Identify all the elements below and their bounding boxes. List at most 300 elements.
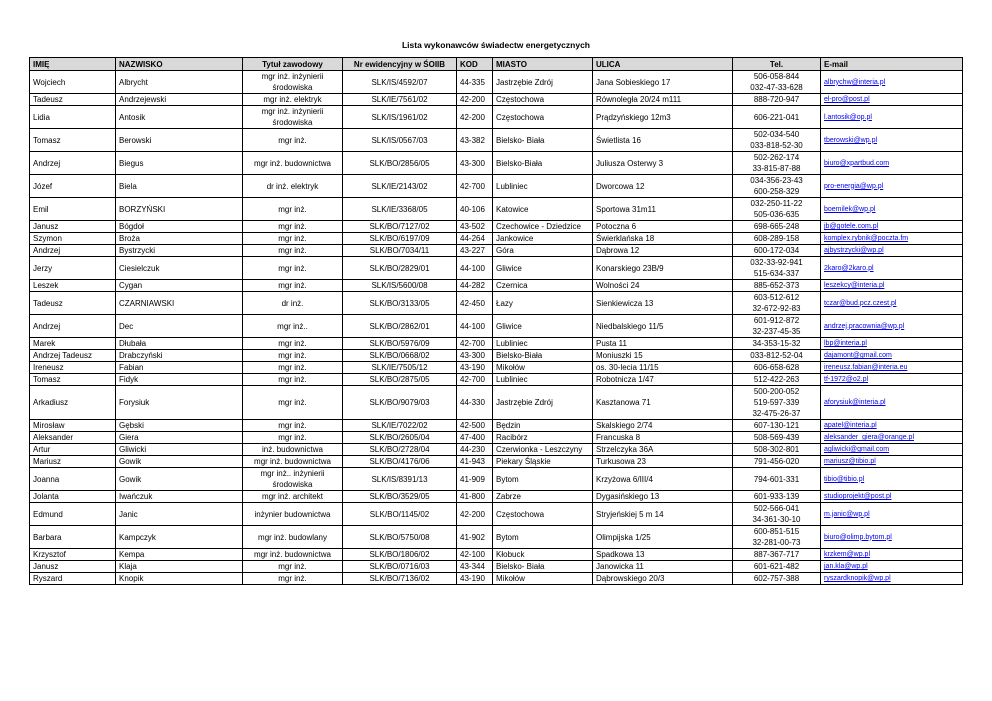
col-header-tel: Tel.	[733, 58, 821, 71]
cell-email	[821, 503, 963, 526]
email-link[interactable]: ryszardknopik@wp.pl	[824, 575, 891, 582]
phone-number: 512-422-263	[753, 375, 800, 384]
email-link[interactable]: biuro@olimp.bytom.pl	[824, 533, 892, 541]
phone-number: 885-652-373	[753, 281, 800, 290]
cell-imie: Szymon	[30, 233, 116, 245]
cell-tytul: mgr inż. budownictwa	[243, 549, 343, 561]
cell-ulica: Równoległa 20/24 m111	[593, 94, 733, 106]
phone-number: 032-33-92-941	[750, 258, 803, 267]
email-link[interactable]: aforysiuk@interia.pl	[824, 399, 886, 406]
cell-kod: 42-500	[457, 420, 493, 432]
table-row	[30, 526, 963, 549]
cell-miasto: Czechowice - Dziedzice	[493, 221, 593, 233]
cell-tel	[733, 573, 821, 585]
cell-kod: 44-100	[457, 257, 493, 280]
table-row	[30, 374, 963, 386]
cell-nazwisko: Iwańczuk	[116, 491, 243, 503]
cell-miasto: Częstochowa	[493, 503, 593, 526]
phone-number: 515-634-337	[753, 269, 800, 278]
email-link[interactable]: mariusz@tibio.pl	[824, 458, 876, 465]
cell-ulica: Dworcowa 12	[593, 175, 733, 198]
cell-miasto: Jankowice	[493, 233, 593, 245]
cell-email	[821, 549, 963, 561]
table-row	[30, 468, 963, 491]
cell-tel	[733, 280, 821, 292]
email-link[interactable]: lbp@interia.pl	[824, 340, 867, 347]
cell-imie: Wojciech	[30, 71, 116, 94]
cell-nr: SLK/BO/7034/11	[343, 245, 457, 257]
cell-nr: SLK/BO/2728/04	[343, 444, 457, 456]
cell-tytul: mgr inż..	[243, 315, 343, 338]
cell-miasto: Góra	[493, 245, 593, 257]
cell-tel	[733, 175, 821, 198]
phone-number: 601-933-139	[753, 492, 800, 501]
table-row	[30, 420, 963, 432]
email-link[interactable]: tf-1972@o2.pl	[824, 376, 869, 383]
cell-nazwisko: Gowik	[116, 456, 243, 468]
cell-kod: 42-200	[457, 94, 493, 106]
cell-kod: 41-800	[457, 491, 493, 503]
cell-tytul: dr inż. elektryk	[243, 175, 343, 198]
cell-email	[821, 444, 963, 456]
cell-nazwisko: Gębski	[116, 420, 243, 432]
cell-imie: Jolanta	[30, 491, 116, 503]
cell-nr: SLK/BO/2862/01	[343, 315, 457, 338]
cell-nr: SLK/BO/4176/06	[343, 456, 457, 468]
cell-kod: 42-100	[457, 549, 493, 561]
cell-tel	[733, 362, 821, 374]
cell-nr: SLK/BO/0668/02	[343, 350, 457, 362]
phone-number: 033-812-52-04	[750, 351, 803, 360]
cell-tytul: mgr inż.	[243, 257, 343, 280]
document-title: Lista wykonawców świadectw energetycznych	[401, 40, 590, 50]
cell-ulica: Moniuszki 15	[593, 350, 733, 362]
cell-tytul: mgr inż.	[243, 374, 343, 386]
cell-imie: Leszek	[30, 280, 116, 292]
cell-ulica: Świetlista 16	[593, 129, 733, 152]
cell-nr: SLK/BO/3529/05	[343, 491, 457, 503]
cell-miasto: Bytom	[493, 468, 593, 491]
cell-tel	[733, 292, 821, 315]
cell-ulica: Francuska 8	[593, 432, 733, 444]
cell-imie: Andrzej Tadeusz	[30, 350, 116, 362]
cell-ulica: Skalskiego 2/74	[593, 420, 733, 432]
phone-number: 32-281-00-73	[752, 538, 801, 547]
cell-tel	[733, 444, 821, 456]
cell-kod: 41-902	[457, 526, 493, 549]
cell-email	[821, 468, 963, 491]
table-header-row	[30, 58, 963, 71]
cell-nazwisko: Fidyk	[116, 374, 243, 386]
email-link[interactable]: dajamont@gmail.com	[824, 352, 892, 359]
cell-miasto: Zabrze	[493, 491, 593, 503]
cell-imie: Tadeusz	[30, 292, 116, 315]
cell-nazwisko: Biegus	[116, 152, 243, 175]
cell-nazwisko: Gliwicki	[116, 444, 243, 456]
cell-nazwisko: Berowski	[116, 129, 243, 152]
cell-kod: 43-190	[457, 573, 493, 585]
phone-number: 500-200-052	[753, 387, 800, 396]
email-link[interactable]: ajbystrzycki@wp.pl	[824, 247, 884, 254]
col-header-email: E-mail	[821, 58, 963, 71]
cell-email	[821, 280, 963, 292]
cell-kod: 42-450	[457, 292, 493, 315]
cell-ulica: Wolności 24	[593, 280, 733, 292]
table-row	[30, 432, 963, 444]
phone-number: 502-034-540	[753, 130, 800, 139]
phone-number: 606-221-041	[753, 112, 800, 122]
cell-tytul: mgr inż. architekt	[243, 491, 343, 503]
cell-imie: Ireneusz	[30, 362, 116, 374]
cell-nr: SLK/IE/7505/12	[343, 362, 457, 374]
cell-miasto: Katowice	[493, 198, 593, 221]
cell-nazwisko: Bógdoł	[116, 221, 243, 233]
cell-nazwisko: Giera	[116, 432, 243, 444]
cell-nazwisko: Forysiuk	[116, 386, 243, 420]
cell-tytul: mgr inż.	[243, 362, 343, 374]
col-header-ulica: ULICA	[593, 58, 733, 71]
col-header-kod: KOD	[457, 58, 493, 71]
table-row	[30, 280, 963, 292]
cell-tel	[733, 549, 821, 561]
cell-nazwisko: Biela	[116, 175, 243, 198]
table-row	[30, 549, 963, 561]
cell-email	[821, 386, 963, 420]
cell-nr: SLK/IS/5600/08	[343, 280, 457, 292]
cell-nazwisko: Albrycht	[116, 71, 243, 94]
table-row	[30, 175, 963, 198]
cell-email	[821, 257, 963, 280]
cell-kod: 41-943	[457, 456, 493, 468]
email-link[interactable]: m.janic@wp.pl	[824, 510, 870, 518]
cell-kod: 42-200	[457, 503, 493, 526]
cell-nr: SLK/IE/7561/02	[343, 94, 457, 106]
cell-nr: SLK/BO/7127/02	[343, 221, 457, 233]
cell-tytul: mgr inż.	[243, 420, 343, 432]
email-link[interactable]: jb@gotele.com.pl	[824, 223, 879, 230]
phone-number: 887-367-717	[753, 550, 800, 559]
cell-nr: SLK/BO/1806/02	[343, 549, 457, 561]
cell-tel	[733, 245, 821, 257]
cell-miasto: Jastrzębie Zdrój	[493, 386, 593, 420]
cell-ulica: Janowicka 11	[593, 561, 733, 573]
cell-nazwisko: Andrzejewski	[116, 94, 243, 106]
phone-number: 034-356-23-43	[750, 176, 803, 185]
cell-miasto: Racibórz	[493, 432, 593, 444]
cell-ulica: Jana Sobieskiego 17	[593, 71, 733, 94]
phone-number: 519-597-339	[753, 398, 800, 407]
cell-miasto: Będzin	[493, 420, 593, 432]
cell-tytul: inżynier budownictwa	[243, 503, 343, 526]
email-link[interactable]: tibio@tibio.pl	[824, 475, 865, 483]
email-link[interactable]: l.antosik@op.pl	[824, 113, 872, 121]
email-link[interactable]: biuro@xpartbud.com	[824, 159, 890, 167]
table-row	[30, 257, 963, 280]
cell-tytul: mgr inż.	[243, 245, 343, 257]
email-link[interactable]: pro-energia@wp.pl	[824, 182, 884, 190]
phone-number: 601-912-872	[753, 316, 800, 325]
cell-imie: Marek	[30, 338, 116, 350]
cell-kod: 43-300	[457, 152, 493, 175]
cell-miasto: Częstochowa	[493, 106, 593, 129]
table-row	[30, 350, 963, 362]
email-link[interactable]: ireneusz.fabian@interia.eu	[824, 364, 908, 371]
cell-email	[821, 71, 963, 94]
email-link[interactable]: komplex.rybnik@poczta.fm	[824, 235, 909, 242]
cell-imie: Edmund	[30, 503, 116, 526]
cell-imie: Tomasz	[30, 129, 116, 152]
cell-tel	[733, 315, 821, 338]
cell-tel	[733, 106, 821, 129]
table-row	[30, 561, 963, 573]
cell-miasto: Mikołów	[493, 573, 593, 585]
phone-number: 508-569-439	[753, 433, 800, 442]
cell-tel	[733, 386, 821, 420]
cell-email	[821, 292, 963, 315]
cell-nr: SLK/BO/2605/04	[343, 432, 457, 444]
cell-imie: Mirosław	[30, 420, 116, 432]
email-link[interactable]: krzkem@wp.pl	[824, 551, 871, 558]
cell-tytul: mgr inż.	[243, 280, 343, 292]
cell-ulica: Krzyżowa 6/III/4	[593, 468, 733, 491]
cell-miasto: Bielsko- Biała	[493, 561, 593, 573]
cell-email	[821, 561, 963, 573]
cell-email	[821, 526, 963, 549]
email-link[interactable]: albrychw@interia.pl	[824, 78, 886, 86]
cell-miasto: Łazy	[493, 292, 593, 315]
cell-tytul: mgr inż.	[243, 129, 343, 152]
phone-number: 34-353-15-32	[752, 339, 801, 348]
cell-imie: Janusz	[30, 221, 116, 233]
col-header-nazwisko: NAZWISKO	[116, 58, 243, 71]
cell-nr: SLK/BO/3133/05	[343, 292, 457, 315]
cell-nazwisko: Cygan	[116, 280, 243, 292]
table-row	[30, 245, 963, 257]
email-link[interactable]: tczar@bud.pcz.czest.pl	[824, 299, 897, 307]
cell-kod: 43-502	[457, 221, 493, 233]
cell-tel	[733, 152, 821, 175]
cell-ulica: Niedbalskiego 11/5	[593, 315, 733, 338]
email-link[interactable]: tberowski@wp.pl	[824, 136, 878, 144]
phone-number: 600-172-034	[753, 246, 800, 255]
cell-nr: SLK/IS/0567/03	[343, 129, 457, 152]
cell-email	[821, 432, 963, 444]
cell-nr: SLK/IS/8391/13	[343, 468, 457, 491]
cell-email	[821, 456, 963, 468]
cell-kod: 43-300	[457, 350, 493, 362]
cell-kod: 43-382	[457, 129, 493, 152]
cell-nr: SLK/BO/6197/09	[343, 233, 457, 245]
email-link[interactable]: andrzej.pracownia@wp.pl	[824, 322, 905, 330]
cell-tytul: inż. budownictwa	[243, 444, 343, 456]
phone-number: 606-658-628	[753, 363, 800, 372]
cell-tytul: mgr inż.. inżynierii środowiska	[243, 468, 343, 491]
cell-ulica: Robotnicza 1/47	[593, 374, 733, 386]
cell-nr: SLK/IS/1961/02	[343, 106, 457, 129]
cell-nazwisko: Klaja	[116, 561, 243, 573]
cell-email	[821, 374, 963, 386]
phone-number: 508-302-801	[753, 445, 800, 454]
cell-tytul: mgr inż.	[243, 198, 343, 221]
cell-email	[821, 106, 963, 129]
cell-miasto: Bytom	[493, 526, 593, 549]
table-row	[30, 315, 963, 338]
email-link[interactable]: el-pro@post.pl	[824, 96, 870, 103]
table-row	[30, 338, 963, 350]
email-link[interactable]: studioprojekt@post.pl	[824, 493, 892, 500]
email-link[interactable]: jan.kla@wp.pl	[824, 563, 868, 570]
cell-tel	[733, 468, 821, 491]
cell-nr: SLK/BO/7136/02	[343, 573, 457, 585]
cell-kod: 42-700	[457, 374, 493, 386]
cell-imie: Ryszard	[30, 573, 116, 585]
cell-kod: 43-344	[457, 561, 493, 573]
cell-tel	[733, 503, 821, 526]
cell-miasto: Bielsko- Biała	[493, 129, 593, 152]
table-row	[30, 233, 963, 245]
email-link[interactable]: apatel@interia.pl	[824, 422, 877, 429]
cell-nazwisko: Bystrzycki	[116, 245, 243, 257]
cell-ulica: Sienkiewicza 13	[593, 292, 733, 315]
email-link[interactable]: agliwicki@gmail.com	[824, 446, 890, 453]
cell-ulica: Kasztanowa 71	[593, 386, 733, 420]
cell-tytul: mgr inż.	[243, 350, 343, 362]
cell-imie: Andrzej	[30, 315, 116, 338]
cell-miasto: Częstochowa	[493, 94, 593, 106]
cell-kod: 40-106	[457, 198, 493, 221]
cell-nr: SLK/BO/2875/05	[343, 374, 457, 386]
cell-email	[821, 491, 963, 503]
table-row	[30, 198, 963, 221]
email-link[interactable]: boemilek@wp.pl	[824, 205, 876, 213]
cell-tytul: dr inż.	[243, 292, 343, 315]
phone-number: 502-262-174	[753, 153, 800, 162]
cell-tytul: mgr inż. inżynierii środowiska	[243, 106, 343, 129]
table-row	[30, 444, 963, 456]
cell-kod: 42-700	[457, 175, 493, 198]
cell-email	[821, 152, 963, 175]
table-row	[30, 292, 963, 315]
cell-tel	[733, 432, 821, 444]
cell-kod: 42-200	[457, 106, 493, 129]
cell-imie: Janusz	[30, 561, 116, 573]
cell-nazwisko: Fabian	[116, 362, 243, 374]
cell-tel	[733, 456, 821, 468]
cell-tytul: mgr inż.	[243, 338, 343, 350]
cell-tytul: mgr inż. budownictwa	[243, 456, 343, 468]
cell-miasto: Lubliniec	[493, 374, 593, 386]
cell-tytul: mgr inż. budowlany	[243, 526, 343, 549]
cell-ulica: os. 30-lecia 11/15	[593, 362, 733, 374]
cell-imie: Andrzej	[30, 152, 116, 175]
email-link[interactable]: leszekcy@interia.pl	[824, 282, 885, 289]
cell-email	[821, 198, 963, 221]
cell-imie: Tomasz	[30, 374, 116, 386]
cell-ulica: Konarskiego 23B/9	[593, 257, 733, 280]
cell-kod: 44-230	[457, 444, 493, 456]
cell-imie: Artur	[30, 444, 116, 456]
cell-nr: SLK/IE/2143/02	[343, 175, 457, 198]
table-row	[30, 386, 963, 420]
cell-miasto: Mikołów	[493, 362, 593, 374]
cell-tel	[733, 198, 821, 221]
cell-ulica: Świerklańska 18	[593, 233, 733, 245]
cell-tel	[733, 257, 821, 280]
cell-tytul: mgr inż. elektryk	[243, 94, 343, 106]
phone-number: 608-289-158	[753, 234, 800, 243]
cell-email	[821, 94, 963, 106]
cell-ulica: Turkusowa 23	[593, 456, 733, 468]
email-link[interactable]: 2karo@2karo.pl	[824, 264, 874, 272]
cell-imie: Jerzy	[30, 257, 116, 280]
cell-imie: Joanna	[30, 468, 116, 491]
cell-email	[821, 129, 963, 152]
cell-nr: SLK/BO/0716/03	[343, 561, 457, 573]
cell-tel	[733, 338, 821, 350]
cell-tel	[733, 233, 821, 245]
cell-tel	[733, 350, 821, 362]
cell-tytul: mgr inż.	[243, 386, 343, 420]
table-row	[30, 503, 963, 526]
cell-kod: 44-100	[457, 315, 493, 338]
phone-number: 506-058-844	[753, 72, 800, 81]
cell-ulica: Dygasińskiego 13	[593, 491, 733, 503]
cell-kod: 44-335	[457, 71, 493, 94]
cell-tel	[733, 526, 821, 549]
cell-miasto: Bielsko-Biała	[493, 152, 593, 175]
cell-nr: SLK/BO/5976/09	[343, 338, 457, 350]
cell-nazwisko: Janic	[116, 503, 243, 526]
cell-tytul: mgr inż. inżynierii środowiska	[243, 71, 343, 94]
cell-email	[821, 175, 963, 198]
cell-miasto: Czernica	[493, 280, 593, 292]
cell-nazwisko: Kempa	[116, 549, 243, 561]
table-row	[30, 491, 963, 503]
cell-email	[821, 420, 963, 432]
cell-tel	[733, 94, 821, 106]
cell-ulica: Potoczna 6	[593, 221, 733, 233]
phone-number: 32-672-92-83	[752, 304, 801, 313]
col-header-imie: IMIĘ	[30, 58, 116, 71]
cell-imie: Arkadiusz	[30, 386, 116, 420]
cell-miasto: Lubliniec	[493, 338, 593, 350]
cell-nazwisko: Knopik	[116, 573, 243, 585]
cell-email	[821, 338, 963, 350]
phone-number: 600-851-515	[753, 527, 800, 536]
phone-number: 603-512-612	[753, 293, 800, 302]
col-header-tytul: Tytuł zawodowy	[243, 58, 343, 71]
table-row	[30, 71, 963, 94]
cell-tel	[733, 221, 821, 233]
email-link[interactable]: aleksander_giera@orange.pl	[824, 434, 914, 441]
phone-number: 34-361-30-10	[752, 515, 801, 524]
table-row	[30, 106, 963, 129]
cell-nazwisko: Kampczyk	[116, 526, 243, 549]
cell-imie: Krzysztof	[30, 549, 116, 561]
cell-nr: SLK/IE/7022/02	[343, 420, 457, 432]
cell-kod: 44-330	[457, 386, 493, 420]
cell-ulica: Olimpijska 1/25	[593, 526, 733, 549]
cell-ulica: Dąbrowskiego 20/3	[593, 573, 733, 585]
cell-tytul: mgr inż.	[243, 573, 343, 585]
cell-nr: SLK/BO/2829/01	[343, 257, 457, 280]
cell-nazwisko: Broża	[116, 233, 243, 245]
cell-ulica: Prądzyńskiego 12m3	[593, 106, 733, 129]
cell-tytul: mgr inż. budownictwa	[243, 152, 343, 175]
cell-imie: Tadeusz	[30, 94, 116, 106]
cell-imie: Mariusz	[30, 456, 116, 468]
cell-nazwisko: Ciesielczuk	[116, 257, 243, 280]
